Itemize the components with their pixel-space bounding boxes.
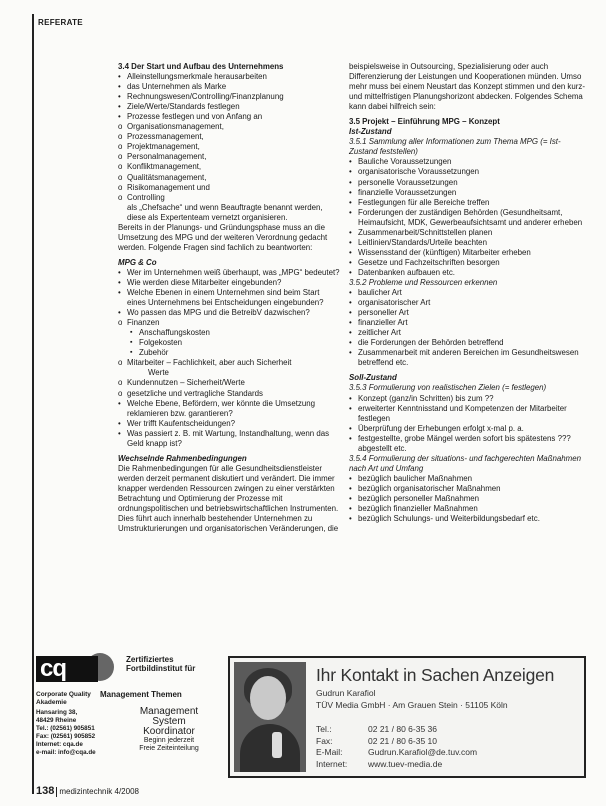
contact-email[interactable]: Gudrun.Karafiol@de.tuv.com <box>368 747 478 757</box>
list-item: • Wer im Unternehmen weiß überhaupt, was „MPG“ bedeutet? <box>118 268 340 278</box>
list-item: • finanzieller Art <box>349 318 585 328</box>
list-item: • bezüglich personeller Maßnahmen <box>349 494 585 504</box>
list-item: • organisatorische Voraussetzungen <box>349 167 585 177</box>
probleme-list <box>349 288 585 368</box>
list-item: • festgestellte, grobe Mängel werden sofort bis spätestens ??? abgestellt etc. <box>349 434 585 454</box>
left-column <box>118 62 340 534</box>
start-aufbau-list <box>118 72 340 203</box>
ad-course-title <box>116 707 222 753</box>
list-item: o Prozessmanagement, <box>118 132 340 142</box>
list-item: o Controlling <box>118 193 340 203</box>
ad-address <box>36 709 116 757</box>
list-item: • die Forderungen der Behörden betreffend <box>349 338 585 348</box>
mpg-questions-list <box>118 268 340 449</box>
list-item: • Festlegungen für alle Bereiche treffen <box>349 198 585 208</box>
list-item: • bezüglich finanzieller Maßnahmen <box>349 504 585 514</box>
list-item: o Personalmanagement, <box>118 152 340 162</box>
list-item: ▪ Folgekosten <box>118 338 340 348</box>
list-item: • Prozesse festlegen und von Anfang an <box>118 112 340 122</box>
contact-label: E-Mail: <box>316 747 343 757</box>
list-item: • erweiterter Kenntnisstand und Kompetenzen der Mitarbeiter festlegen <box>349 404 585 424</box>
list-item: • das Unternehmen als Marke <box>118 82 340 92</box>
list-item: • Alleinstellungsmerkmale herausarbeiten <box>118 72 340 82</box>
paragraph: beispielsweise in Outsourcing, Spezialisierung oder auch Differenzierung der Leistungen und Kooperationen münden. Umso mehr muss bei einem Neustart das Konzept stimmen und den kurz- und mittelfristigen Planungshorizont abdecken. Folgendes Schema kann dabei hilfreich sein: <box>349 62 585 112</box>
ad-title: Ihr Kontakt in Sachen Anzeigen <box>316 665 555 685</box>
list-item: • Wie werden diese Mitarbeiter eingebunden? <box>118 278 340 288</box>
ad-address-line: Tel.: (02561) 905851 <box>36 725 95 732</box>
section-tag: REFERATE <box>38 18 83 27</box>
list-item: o Kundennutzen – Sicherheit/Werte <box>118 378 340 388</box>
list-item: • Welche Ebene, Befördern, wer könnte die Umsetzung reklamieren bzw. garantieren? <box>118 399 340 419</box>
list-item: ▪ Anschaffungskosten <box>118 328 340 338</box>
right-column <box>349 62 585 524</box>
ad-note: Freie Zeiteinteilung <box>139 745 199 752</box>
list-item: • Wo passen das MPG und die BetreibV dazwischen? <box>118 308 340 318</box>
list-item: • Konzept (ganz/in Schritten) bis zum ?? <box>349 394 585 404</box>
list-item: • Gesetze und Fachzeitschriften besorgen <box>349 258 585 268</box>
subheading-3-5-4: 3.5.4 Formulierung der situations- und fachgerechten Maßnahmen nach Art und Umfang <box>349 453 582 473</box>
list-item: • Was passiert z. B. mit Wartung, Instandhaltung, wenn das Geld knapp ist? <box>118 429 340 449</box>
list-item: • Zusammenarbeit/Schnittstellen planen <box>349 228 585 238</box>
list-item: • bezüglich Schulungs- und Weiterbildungsbedarf etc. <box>349 514 585 524</box>
ad-zert-text: Zertifiziertes Fortbildinstitut für <box>126 655 196 673</box>
list-item: o Mitarbeiter – Fachlichkeit, aber auch Sicherheit <box>118 358 340 368</box>
logo-text: cq <box>36 656 98 682</box>
list-item: • Rechnungswesen/Controlling/Finanzplanung <box>118 92 340 102</box>
list-item: • bezüglich organisatorischer Maßnahmen <box>349 484 585 494</box>
subheading-3-5-1: 3.5.1 Sammlung aller Informationen zum Thema MPG (= Ist-Zustand feststellen) <box>349 137 561 157</box>
ad-address-line[interactable]: e-mail: info@cqa.de <box>36 749 96 756</box>
contact-advertisement[interactable] <box>228 656 586 778</box>
list-item: • bezüglich baulicher Maßnahmen <box>349 474 585 484</box>
ad-title-line: System <box>152 716 186 727</box>
ad-address-line: Fax: (02561) 905852 <box>36 733 96 740</box>
contact-photo <box>234 662 306 772</box>
list-item: • Wissensstand der (künftigen) Mitarbeiter erheben <box>349 248 585 258</box>
massnahmen-list <box>349 474 585 524</box>
subheading-3-5-3: 3.5.3 Formulierung von realistischen Zielen (= festlegen) <box>349 383 547 393</box>
list-item: • Ziele/Werte/Standards festlegen <box>118 102 340 112</box>
contact-value: 02 21 / 80 6-35 10 <box>368 735 438 746</box>
cqa-logo <box>36 653 108 685</box>
contact-company: TÜV Media GmbH · Am Grauen Stein · 51105 Köln <box>316 700 508 710</box>
contact-details <box>316 724 477 770</box>
page-number: 138 <box>36 785 55 797</box>
ad-mgmt-text: Management Themen <box>100 690 182 699</box>
ad-title-line: Koordinator <box>143 726 195 737</box>
heading-mpg-co: MPG & Co <box>118 257 157 267</box>
ad-address-line: 48429 Rheine <box>36 717 77 724</box>
list-item: • organisatorischer Art <box>349 298 585 308</box>
contact-row <box>316 736 477 748</box>
list-item: • Bauliche Voraussetzungen <box>349 157 585 167</box>
list-item: • Wer trifft Kaufentscheidungen? <box>118 419 340 429</box>
list-continuation: als „Chefsache“ und wenn Beauftragte benannt werden, diese als Expertenteam vernetzt organisieren. <box>127 202 323 222</box>
journal-name: medizintechnik 4/2008 <box>59 787 139 796</box>
contact-label: Internet: <box>316 758 348 769</box>
contact-row <box>316 724 477 736</box>
contact-label: Tel.: <box>316 724 332 734</box>
subheading-3-5-2: 3.5.2 Probleme und Ressourcen erkennen <box>349 277 498 287</box>
contact-name: Gudrun Karafiol <box>316 688 376 698</box>
heading-3-5: 3.5 Projekt – Einführung MPG – Konzept <box>349 117 500 127</box>
ad-address-line[interactable]: Internet: cqa.de <box>36 741 83 748</box>
heading-3-4: 3.4 Der Start und Aufbau des Unternehmens <box>118 62 284 71</box>
ad-note: Beginn jederzeit <box>143 737 195 744</box>
ist-zustand-list <box>349 157 585 278</box>
list-item: o Finanzen <box>118 318 340 328</box>
list-item: o Risikomanagement und <box>118 183 340 193</box>
margin-rule <box>32 14 34 794</box>
list-item: • finanzielle Voraussetzungen <box>349 188 585 198</box>
contact-website[interactable]: www.tuev-media.de <box>368 758 443 769</box>
ad-corp-text: Corporate Quality Akademie <box>36 691 91 706</box>
contact-row <box>316 759 477 771</box>
list-item: • Überprüfung der Erhebungen erfolgt x-mal p. a. <box>349 424 585 434</box>
list-item: • Forderungen der zuständigen Behörden (Gesundheitsamt, Heimaufsicht, MDK, Gewerbeaufsichtsamt und anderer erheben <box>349 208 585 228</box>
telephone-icon <box>272 732 282 758</box>
paragraph: Die Rahmenbedingungen für alle Gesundheitsdienstleister werden derzeit permanent diskutiert und verändert. Die immer knapper werdenden Ressourcen zwingen zu einer verstärkten Betrachtung und Optimierung der Prozesse mit ordnungspolitischen und betriebswirtschaftlichen Instrumenten. Dies führt auch innerhalb bestehender Unternehmen zu Umstrukturierungen und organisatorischen Veränderungen, die <box>118 463 339 534</box>
paragraph: Bereits in der Planungs- und Gründungsphase muss an die Umsetzung des MPG und der weiteren Verordnung gedacht werden. Folgende Fragen sind fachlich zu beantworten: <box>118 222 328 252</box>
list-continuation: Werte <box>148 368 169 378</box>
heading-soll-zustand: Soll-Zustand <box>349 373 397 383</box>
cqa-advertisement[interactable] <box>36 653 222 783</box>
list-item: o Qualitätsmanagement, <box>118 173 340 183</box>
list-item: • zeitlicher Art <box>349 328 585 338</box>
ziele-list <box>349 394 585 454</box>
ad-address-line: Hansaring 38, <box>36 709 78 716</box>
page-footer <box>36 785 139 797</box>
list-item: ▪ Zubehör <box>118 348 340 358</box>
list-item: o Organisationsmanagement, <box>118 122 340 132</box>
list-item: • Zusammenarbeit mit anderen Bereichen im Gesundheitswesen betreffend etc. <box>349 348 585 368</box>
heading-rahmenbedingungen: Wechselnde Rahmenbedingungen <box>118 453 247 463</box>
heading-ist-zustand: Ist-Zustand <box>349 127 392 137</box>
list-item: • Welche Ebenen in einem Unternehmen sind beim Start eines Unternehmens bei Entscheidungen eingebunden? <box>118 288 340 308</box>
list-item: • personeller Art <box>349 308 585 318</box>
list-item: o gesetzliche und vertragliche Standards <box>118 389 340 399</box>
list-item: o Projektmanagement, <box>118 142 340 152</box>
contact-value: 02 21 / 80 6-35 36 <box>368 724 438 734</box>
contact-row <box>316 747 477 759</box>
ad-title-line: Management <box>139 706 199 717</box>
list-item: • personelle Voraussetzungen <box>349 178 585 188</box>
list-item: • Datenbanken aufbauen etc. <box>349 268 585 278</box>
list-item: o Konfliktmanagement, <box>118 162 340 172</box>
list-item: • Leitlinien/Standards/Urteile beachten <box>349 238 585 248</box>
contact-label: Fax: <box>316 735 333 746</box>
list-item: • baulicher Art <box>349 288 585 298</box>
